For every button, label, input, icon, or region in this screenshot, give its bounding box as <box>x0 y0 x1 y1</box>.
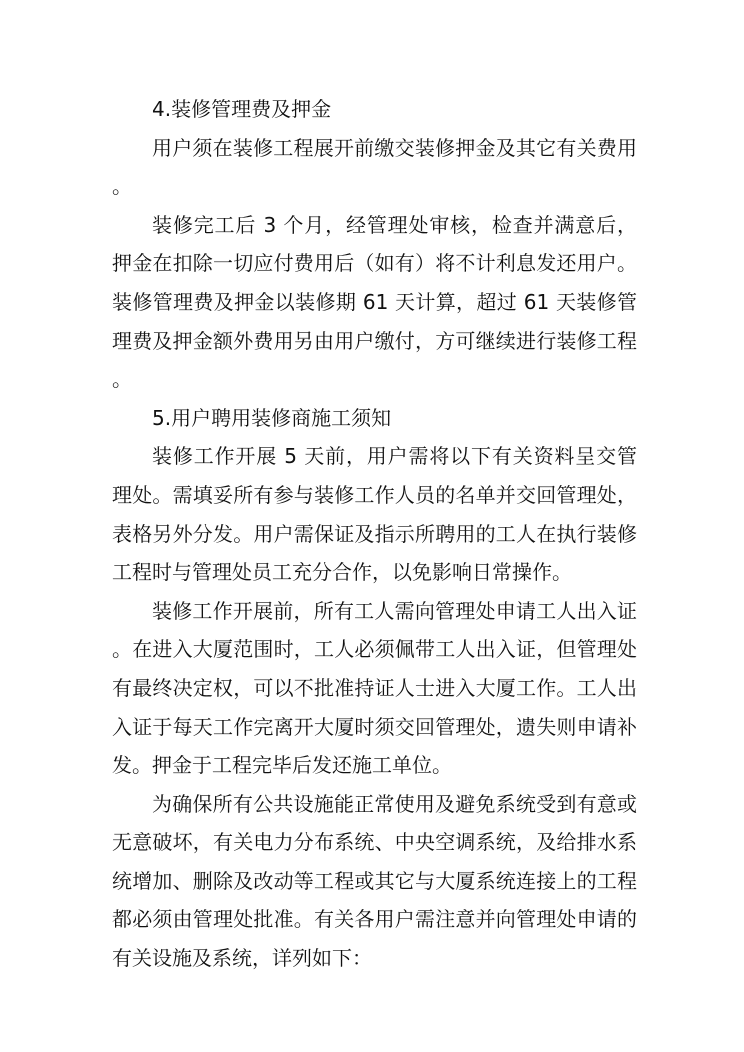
section-heading-5: 5.用户聘用装修商施工须知 <box>152 405 392 430</box>
paragraph-worker-pass: 装修工作开展前，所有工人需向管理处申请工人出入证。在进入大厦范围时，工人必须佩带工人出入证，但管理处有最终决定权，可以不批准持证人士进入大厦工作。工人出入证于每天工作完离开大厦时须交回管理处，遗失则申请补发。押金于工程完毕后发还施工单位。 <box>112 598 637 778</box>
paragraph-worker-list: 装修工作开展 5 天前，用户需将以下有关资料呈交管理处。需填妥所有参与装修工作人员的名单并交回管理处，表格另外分发。用户需保证及指示所聘用的工人在执行装修工程时与管理处员工充分合作，以免影响日常操作。 <box>112 444 637 585</box>
paragraph-system-approval: 为确保所有公共设施能正常使用及避免系统受到有意或无意破坏，有关电力分布系统、中央空调系统，及给排水系统增加、删除及改动等工程或其它与大厦系统连接上的工程都必须由管理处批准。有关各用户需注意并向管理处申请的有关设施及系统，详列如下： <box>112 791 637 971</box>
paragraph-deposit-refund: 装修完工后 3 个月，经管理处审核，检查并满意后，押金在扣除一切应付费用后（如有）将不计利息发还用户。装修管理费及押金以装修期 61 天计算，超过 61 天装修管理费及押金额外费用另由用户缴付，方可继续进行装修工程。 <box>112 212 637 392</box>
section-heading-4: 4.装修管理费及押金 <box>152 97 332 121</box>
paragraph-deposit-payment: 用户须在装修工程展开前缴交装修押金及其它有关费用。 <box>112 135 637 199</box>
document-body <box>112 90 637 978</box>
